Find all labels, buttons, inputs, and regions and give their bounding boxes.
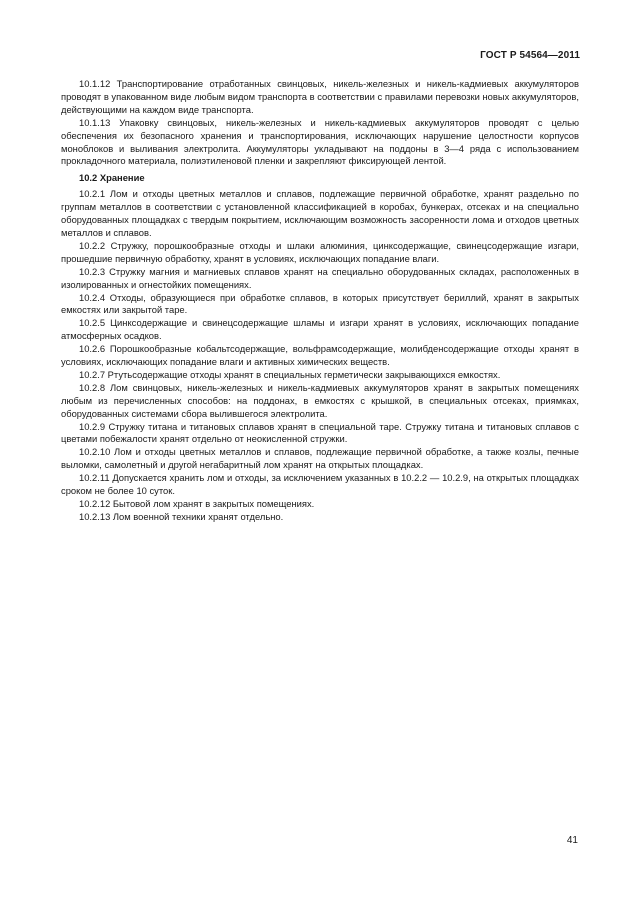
paragraph-10-1-13: 10.1.13 Упаковку свинцовых, никель-железных и никель-кадмиевых аккумуляторов проводят с целью обеспечения их безопасного хранения и транспортирования, исключающих нарушение целостности корпусов моноблоков и выливания электролита. Аккумуляторы укладывают на поддоны в 3—4 ряда с использованием прокладочного материала, полиэтиленовой пленки и закрепляют фиксирующей лентой. [61,116,579,167]
paragraph-10-2-6: 10.2.6 Порошкообразные кобальтсодержащие, вольфрамсодержащие, молибденсодержащие отходы хранят в условиях, исключающих попадание влаги и активных химических веществ. [61,343,579,368]
paragraph-10-2-11: 10.2.11 Допускается хранить лом и отходы, за исключением указанных в 10.2.2 — 10.2.9, на открытых площадках сроком не более 10 суток. [61,472,579,497]
document-body [61,78,579,524]
paragraph-10-2-4: 10.2.4 Отходы, образующиеся при обработке сплавов, в которых присутствует бериллий, хранят в закрытых емкостях или закрытой таре. [61,291,579,316]
paragraph-10-2-8: 10.2.8 Лом свинцовых, никель-железных и никель-кадмиевых аккумуляторов хранят в закрытых помещениях любым из перечисленных способов: на поддонах, в емкостях с крышкой, в специальных отсеках, приямках, оборудованных системами сбора вылившегося электролита. [61,381,579,419]
standard-designation: ГОСТ Р 54564—2011 [480,50,580,61]
section-heading-storage: 10.2 Хранение [79,172,145,184]
paragraph-10-2-12: 10.2.12 Бытовой лом хранят в закрытых помещениях. [79,498,315,509]
paragraph-10-2-10: 10.2.10 Лом и отходы цветных металлов и сплавов, подлежащие первичной обработке, а также козлы, печные выломки, самолетный и другой негабаритный лом хранят на открытых площадках. [61,446,579,471]
paragraph-10-2-9: 10.2.9 Стружку титана и титановых сплавов хранят в специальной таре. Стружку титана и титановых сплавов с цветами побежалости хранят отдельно от неокисленной стружки. [61,420,579,445]
paragraph-10-2-13: 10.2.13 Лом военной техники хранят отдельно. [79,510,284,522]
page-number: 41 [566,835,578,846]
paragraph-10-1-12: 10.1.12 Транспортирование отработанных свинцовых, никель-железных и никель-кадмиевых аккумуляторов проводят в упакованном виде любым видом транспорта в соответствии с правилами перевозки новых аккумуляторов, действующими на каждом виде транспорта. [61,78,579,115]
paragraph-10-2-1: 10.2.1 Лом и отходы цветных металлов и сплавов, подлежащие первичной обработке, хранят раздельно по группам металлов в соответствии с установленной классификацией в коробах, бункерах, отсеках и на специально оборудованных площадках с твердым покрытием, исключающим возможность засоренности лома и отходов цветных металлов и сплавов. [61,188,579,238]
paragraph-10-2-2: 10.2.2 Стружку, порошкообразные отходы и шлаки алюминия, цинксодержащие, свинецсодержащие изгари, прошедшие первичную обработку, хранят в условиях, исключающих попадание влаги. [61,239,579,264]
paragraph-10-2-3: 10.2.3 Стружку магния и магниевых сплавов хранят на специально оборудованных складах, расположенных в изолированных и огнестойких помещениях. [61,265,579,290]
paragraph-10-2-5: 10.2.5 Цинксодержащие и свинецсодержащие шламы и изгари хранят в условиях, исключающих попадание атмосферных осадков. [61,317,579,342]
paragraph-10-2-7: 10.2.7 Ртутьсодержащие отходы хранят в специальных герметически закрывающихся емкостях. [79,368,501,380]
